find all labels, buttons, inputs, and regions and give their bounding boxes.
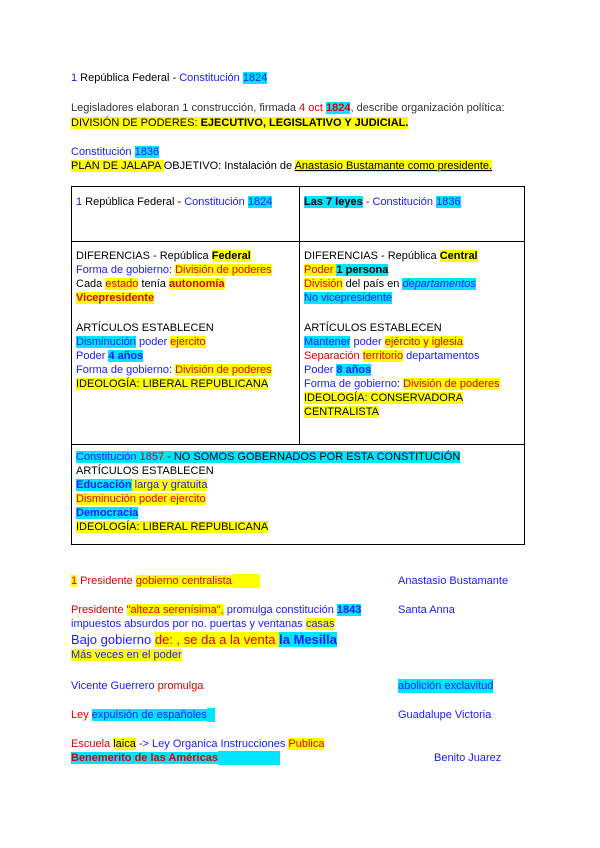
text: Cada <box>76 278 106 290</box>
text: Bajo gobierno <box>71 632 155 647</box>
text: ejercito <box>170 336 206 348</box>
text: DIFERENCIAS - República <box>76 250 212 262</box>
year: 1843 <box>336 604 362 616</box>
comparison-table <box>71 186 525 445</box>
text: IDEOLOGÍA: LIBERAL REPUBLICANA <box>76 521 269 533</box>
text: Publica <box>288 738 325 750</box>
table-divider <box>71 241 525 242</box>
text: Democracia <box>76 507 139 519</box>
text: División <box>304 278 343 290</box>
note-6 <box>71 679 203 693</box>
text: Vicente Guerrero <box>71 680 158 692</box>
text: "alteza serenísima", <box>126 604 224 616</box>
text: Constitución <box>179 72 243 84</box>
text: impuestos absurdos por no. puertas y ventanas <box>71 618 306 630</box>
text: División de poderes <box>175 364 272 376</box>
text: Poder <box>304 264 337 276</box>
text: Vicepresidente <box>76 292 155 304</box>
text: CENTRALISTA <box>304 406 379 418</box>
note-7 <box>71 708 215 722</box>
legislators-line <box>71 101 505 115</box>
text: promulga <box>223 604 276 616</box>
text: República Federal - <box>77 72 180 84</box>
text: promulga <box>157 680 204 692</box>
note-9 <box>71 751 280 765</box>
text: DIFERENCIAS - República <box>304 250 440 262</box>
table-left-header <box>76 195 272 209</box>
year: 1824 <box>325 102 351 114</box>
heading-republic-1824 <box>71 71 267 85</box>
text: Presidente <box>77 575 136 587</box>
text: departamentos <box>403 350 480 362</box>
num: 1 <box>71 72 78 84</box>
text: 4 años <box>108 350 144 362</box>
text: Las 7 leyes <box>304 196 363 208</box>
text: OBJETIVO: Instalación de <box>163 160 295 172</box>
text: Educación <box>76 479 132 491</box>
text: 8 años <box>336 364 372 376</box>
text: - NO SOMOS GOBERNADOS POR ESTA CONSTITUCIÓN <box>164 451 461 463</box>
text: gobierno centralista <box>135 575 232 587</box>
text: Disminución <box>76 336 136 348</box>
name: abolición exclavitud <box>398 680 494 692</box>
text: División de poderes <box>175 264 272 276</box>
text: casas <box>305 618 335 630</box>
text: del país <box>342 278 388 290</box>
text: Forma de gobierno: <box>76 364 176 376</box>
text: Más veces en el poder <box>71 649 182 661</box>
text: autonomía <box>168 278 225 290</box>
text: División de poderes <box>403 378 500 390</box>
text: Legisladores elaboran 1 construcción, firmada <box>71 102 300 114</box>
table-right-header <box>304 195 461 209</box>
text: constitución <box>275 604 337 616</box>
year: 1824 <box>242 72 268 84</box>
text: poder <box>135 336 171 348</box>
text: , describe organización política: <box>350 102 505 114</box>
year: 1824 <box>247 196 273 208</box>
text: en <box>387 278 403 290</box>
year: 1857 <box>139 451 165 463</box>
text: No vicepresidente <box>304 292 393 304</box>
name: Santa Anna <box>398 604 455 616</box>
text: DIVISIÓN DE PODERES: <box>71 117 201 129</box>
text: Constitución <box>71 146 135 158</box>
constitution-1836 <box>71 145 159 159</box>
text: Mantener <box>304 336 351 348</box>
text: Disminución poder ejercito <box>76 493 206 505</box>
text: Escuela <box>71 738 114 750</box>
text: IDEOLOGÍA: LIBERAL REPUBLICANA <box>76 378 269 390</box>
text: Ley <box>71 709 92 721</box>
note-8 <box>71 737 324 751</box>
num: 1 <box>71 575 78 587</box>
note-1 <box>71 574 260 588</box>
text: Forma de gobierno: <box>76 264 176 276</box>
text: PLAN DE JALAPA <box>71 160 164 172</box>
text: Presidente <box>71 604 127 616</box>
table-divider <box>299 186 300 444</box>
name: Benito Juarez <box>434 752 502 764</box>
text: poder <box>350 336 385 348</box>
text: EJECUTIVO, LEGISLATIVO Y JUDICIAL. <box>200 117 409 129</box>
text: Central <box>439 250 478 262</box>
text: territorio <box>362 350 404 362</box>
note-4 <box>71 632 337 648</box>
text: IDEOLOGÍA: CONSERVADORA <box>304 392 464 404</box>
text: ARTÍCULOS ESTABLECEN <box>76 465 214 477</box>
note-5 <box>71 648 182 662</box>
plan-jalapa <box>71 159 492 173</box>
year: 1836 <box>436 196 461 208</box>
text: Constitución <box>76 451 140 463</box>
text: Federal <box>211 250 251 262</box>
text: ejército y iglesia <box>384 336 463 348</box>
year: 1836 <box>134 146 160 158</box>
text: laica <box>113 738 136 750</box>
text: 1 persona <box>336 264 389 276</box>
text: Poder <box>304 364 337 376</box>
name: Guadalupe Victoria <box>398 709 492 721</box>
text: Forma de gobierno: <box>304 378 404 390</box>
text: -> Ley Organica Instrucciones <box>135 738 289 750</box>
text: ARTÍCULOS ESTABLECEN <box>76 322 214 334</box>
text: Anastasio Bustamante como presidente. <box>294 160 493 172</box>
name: Anastasio Bustamante <box>398 575 509 587</box>
text: República Federal - <box>82 196 185 208</box>
text: Separación <box>304 350 363 362</box>
text: Poder <box>76 350 109 362</box>
text: la Mesilla <box>279 632 337 647</box>
text: ARTÍCULOS ESTABLECEN <box>304 322 442 334</box>
division-powers <box>71 116 408 130</box>
text: - Constitución <box>362 196 437 208</box>
text: departamentos <box>402 278 476 290</box>
text: tenía <box>138 278 169 290</box>
num: 1 <box>76 196 83 208</box>
text: Benemerito de las Américas <box>71 752 218 764</box>
text: expulsión de españoles <box>91 709 207 721</box>
note-2 <box>71 603 361 617</box>
text: larga y gratuita <box>131 479 208 491</box>
text: estado <box>105 278 139 290</box>
date: 4 oct <box>299 102 326 114</box>
note-3 <box>71 617 335 631</box>
text: Constitución <box>184 196 248 208</box>
text: de: , se da a la venta <box>154 632 280 647</box>
